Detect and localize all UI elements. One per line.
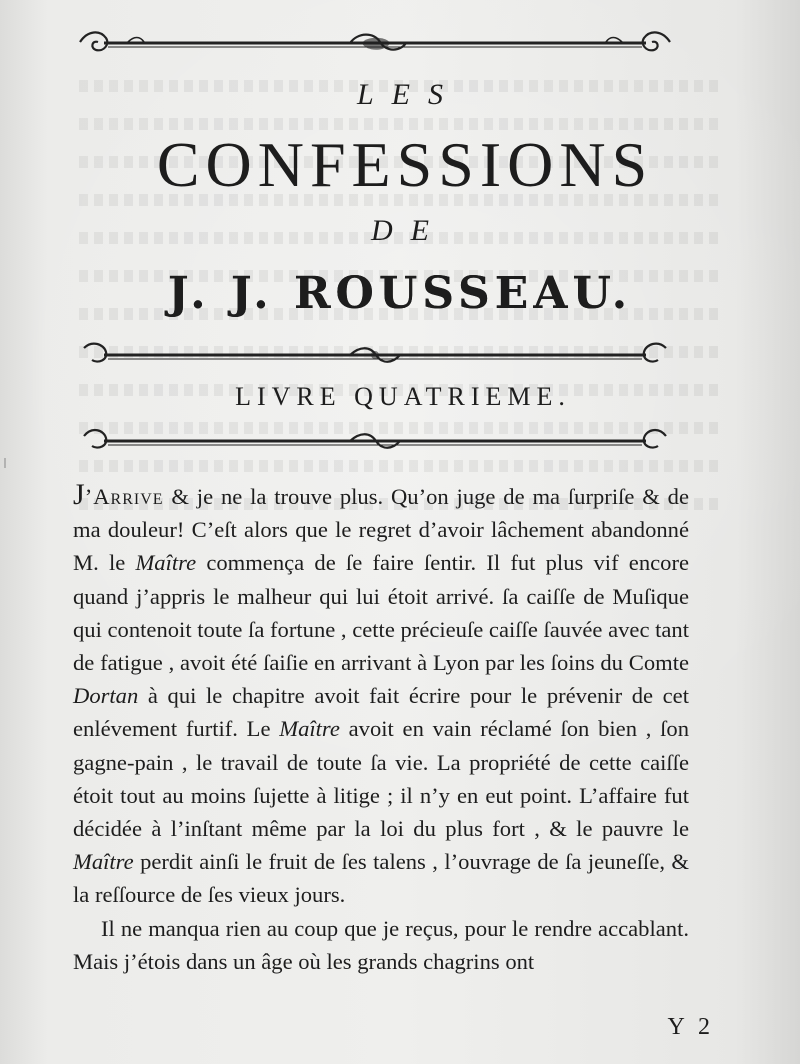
text-segment: à qui le chapitre avoit fait écrire pour le prévenir de cet enlévement furtif. Le: [73, 683, 689, 742]
italic-word: Maître: [279, 716, 340, 742]
lead-smallcaps: ’Arrive: [84, 484, 164, 509]
body-text: [73, 480, 689, 978]
text-segment: commença de ſe faire ſentir. Il fut plus vif encore quand j’appris le malheur qui lui étoit arrivé. ſa caiſſe de Muſique qui contenoit toute ſa fortune , cette précieuſe caiſſe ſauvée avec tant de fatigue , avoit été ſaiſie en arrivant à Lyon par les ſoins du Comte: [73, 550, 690, 676]
paragraph-1: [73, 480, 689, 912]
text-segment: perdit ainſi le fruit de ſes talens , l’ouvrage de ſa jeuneſſe, & la reſſource de ſes vieux jours.: [73, 849, 689, 908]
italic-word: Maître: [73, 849, 134, 875]
title-de: DE: [371, 214, 447, 247]
italic-word: Dortan: [73, 683, 139, 709]
text-segment: & je ne la trouve plus. Qu’on juge de ma ſurpriſe & de ma douleur! C’eſt alors que le regret d’avoir lâchement abandonné M. le: [73, 484, 689, 576]
paragraph-2: Il ne manqua rien au coup que je reçus, pour le rendre accablant. Mais j’étois dans un âge où les grands chagrins ont: [73, 915, 689, 974]
top-ornament-rule: [74, 22, 676, 64]
title-confessions: CONFESSIONS: [156, 129, 654, 200]
book-heading: LIVRE QUATRIEME.: [235, 382, 571, 411]
italic-word: Maître: [135, 550, 197, 576]
text-segment: avoit en vain réclamé ſon bien , ſon gagne-pain , le travail de toute ſa vie. La propriété de cette caiſſe étoit tout au moins ſujette à litige ; il n’y en eut point. L’affaire fut décidée à l’inſtant même par la loi du plus fort , & le pauvre le: [73, 716, 689, 842]
margin-mark: [4, 458, 6, 468]
signature-mark: Y 2: [667, 1014, 714, 1040]
lower-ornament-rule: [74, 420, 676, 462]
title-author: J. J. ROUSSEAU.: [167, 268, 633, 319]
middle-ornament-rule: [74, 334, 676, 376]
title-les: LES: [356, 78, 461, 111]
dropcap: J: [73, 478, 85, 511]
